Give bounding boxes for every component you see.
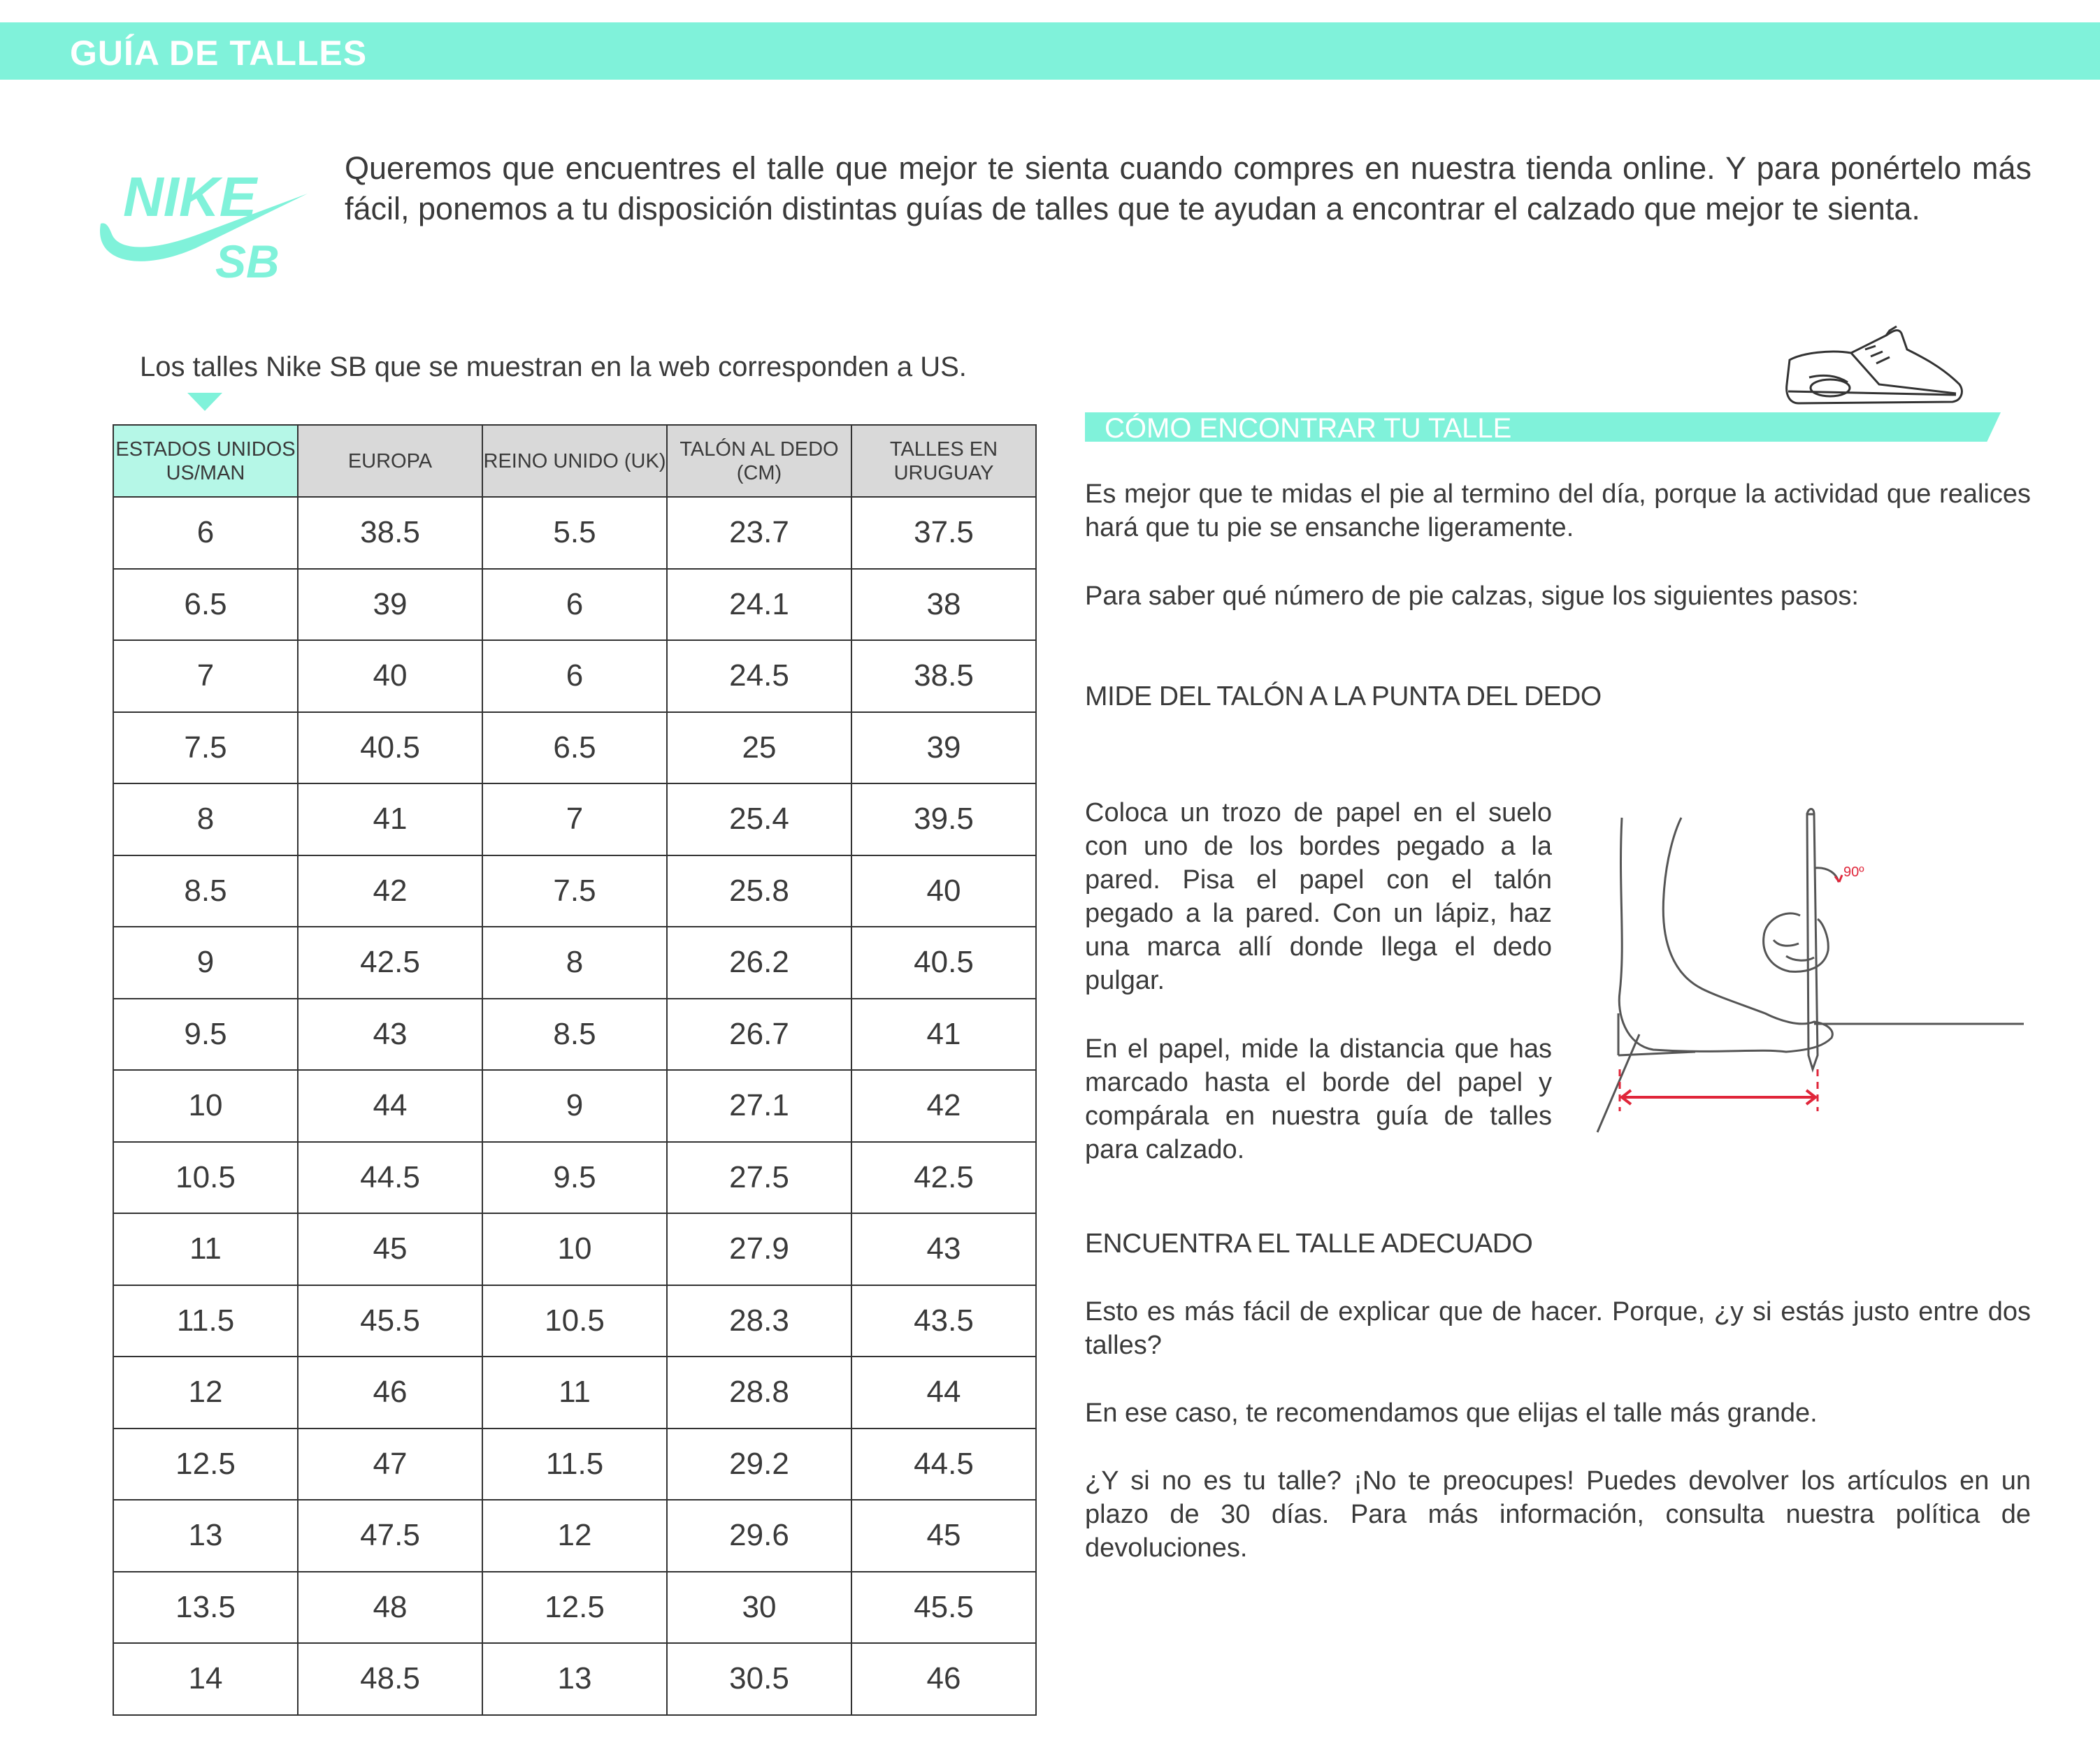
table-row	[113, 1213, 1036, 1285]
table-cell: 13	[113, 1500, 298, 1572]
table-cell: 38.5	[851, 640, 1036, 712]
table-cell: 12	[113, 1357, 298, 1429]
page-title: GUÍA DE TALLES	[70, 34, 368, 73]
table-cell: 42	[851, 1070, 1036, 1142]
svg-text:SB: SB	[215, 236, 280, 283]
table-row	[113, 1572, 1036, 1644]
table-cell: 44	[851, 1357, 1036, 1429]
table-cell: 13.5	[113, 1572, 298, 1644]
svg-text:NIKE: NIKE	[123, 166, 257, 228]
table-row	[113, 855, 1036, 927]
table-cell: 23.7	[667, 497, 851, 569]
table-cell: 43	[851, 1213, 1036, 1285]
table-cell: 39.5	[851, 783, 1036, 855]
table-cell: 45	[298, 1213, 482, 1285]
table-cell: 37.5	[851, 497, 1036, 569]
section-title: CÓMO ENCONTRAR TU TALLE	[1105, 413, 1512, 444]
table-cell: 40	[851, 855, 1036, 927]
table-cell: 10.5	[482, 1285, 667, 1357]
table-cell: 26.7	[667, 999, 851, 1071]
table-cell: 12.5	[113, 1429, 298, 1500]
table-row	[113, 1429, 1036, 1500]
table-cell: 48.5	[298, 1643, 482, 1715]
table-cell: 43	[298, 999, 482, 1071]
table-cell: 9.5	[113, 999, 298, 1071]
table-cell: 12.5	[482, 1572, 667, 1644]
table-cell: 41	[851, 999, 1036, 1071]
table-row	[113, 640, 1036, 712]
col-header-eu: EUROPA	[298, 425, 482, 497]
table-row	[113, 497, 1036, 569]
size-table	[113, 424, 1037, 1716]
table-cell: 45.5	[298, 1285, 482, 1357]
table-cell: 39	[851, 712, 1036, 784]
table-row	[113, 712, 1036, 784]
col-header-cm: TALÓN AL DEDO (CM)	[667, 425, 851, 497]
col-header-us: ESTADOS UNIDOS US/MAN	[113, 425, 298, 497]
table-row	[113, 999, 1036, 1071]
table-cell: 44	[298, 1070, 482, 1142]
table-cell: 40	[298, 640, 482, 712]
sneaker-illustration	[1781, 318, 1970, 412]
table-cell: 12	[482, 1500, 667, 1572]
guide-paragraph-3: Coloca un trozo de papel en el suelo con uno de los bordes pegado a la pared. Pisa el papel con el talón pegado a la pared. Con un lápiz, haz una marca allí donde llega el dedo pulgar.	[1085, 798, 1552, 995]
table-cell: 8	[113, 783, 298, 855]
table-cell: 24.1	[667, 569, 851, 641]
table-cell: 41	[298, 783, 482, 855]
table-cell: 11	[113, 1213, 298, 1285]
table-row	[113, 927, 1036, 999]
table-cell: 47	[298, 1429, 482, 1500]
table-cell: 7.5	[482, 855, 667, 927]
table-header-row	[113, 425, 1036, 497]
table-cell: 9	[482, 1070, 667, 1142]
table-cell: 30	[667, 1572, 851, 1644]
table-cell: 9.5	[482, 1142, 667, 1214]
table-cell: 11	[482, 1357, 667, 1429]
guide-paragraph-6: En ese caso, te recomendamos que elijas el talle más grande.	[1085, 1398, 1818, 1428]
table-cell: 45.5	[851, 1572, 1036, 1644]
table-cell: 48	[298, 1572, 482, 1644]
table-cell: 8.5	[482, 999, 667, 1071]
table-cell: 9	[113, 927, 298, 999]
table-cell: 27.5	[667, 1142, 851, 1214]
table-cell: 44.5	[851, 1429, 1036, 1500]
table-cell: 45	[851, 1500, 1036, 1572]
step-heading-measure: MIDE DEL TALÓN A LA PUNTA DEL DEDO	[1085, 681, 1602, 711]
table-cell: 40.5	[851, 927, 1036, 999]
guide-paragraph-7: ¿Y si no es tu talle? ¡No te preocupes! Puedes devolver los artículos en un plazo de 30 días. Para más información, consulta nuestra política de devoluciones.	[1085, 1466, 2031, 1563]
table-cell: 28.3	[667, 1285, 851, 1357]
table-cell: 38.5	[298, 497, 482, 569]
table-cell: 10	[482, 1213, 667, 1285]
down-arrow-icon	[187, 393, 222, 411]
guide-paragraph-4: En el papel, mide la distancia que has marcado hasta el borde del papel y compárala en nuestra guía de talles para calzado.	[1085, 1034, 1552, 1164]
col-header-uk: REINO UNIDO (UK)	[482, 425, 667, 497]
table-cell: 7	[113, 640, 298, 712]
table-cell: 47.5	[298, 1500, 482, 1572]
step-heading-find: ENCUENTRA EL TALLE ADECUADO	[1085, 1229, 1533, 1259]
table-row	[113, 1500, 1036, 1572]
table-cell: 6	[113, 497, 298, 569]
col-header-uy: TALLES EN URUGUAY	[851, 425, 1036, 497]
foot-measure-illustration	[1576, 804, 2024, 1146]
table-cell: 6	[482, 640, 667, 712]
table-row	[113, 569, 1036, 641]
table-cell: 25.8	[667, 855, 851, 927]
table-cell: 13	[482, 1643, 667, 1715]
table-cell: 25	[667, 712, 851, 784]
table-cell: 7.5	[113, 712, 298, 784]
table-cell: 8.5	[113, 855, 298, 927]
table-cell: 42.5	[298, 927, 482, 999]
table-row	[113, 1142, 1036, 1214]
table-row	[113, 1070, 1036, 1142]
table-cell: 42.5	[851, 1142, 1036, 1214]
table-cell: 14	[113, 1643, 298, 1715]
table-cell: 11.5	[113, 1285, 298, 1357]
table-cell: 8	[482, 927, 667, 999]
size-note: Los talles Nike SB que se muestran en la web corresponden a US.	[140, 352, 967, 382]
table-cell: 10.5	[113, 1142, 298, 1214]
table-cell: 11.5	[482, 1429, 667, 1500]
intro-paragraph: Queremos que encuentres el talle que mejor te sienta cuando compres en nuestra tienda online. Y para ponértelo más fácil, ponemos a tu disposición distintas guías de talles que te ayudan a encontrar el calzado que mejor te sienta.	[345, 150, 2031, 226]
table-cell: 38	[851, 569, 1036, 641]
table-row	[113, 1285, 1036, 1357]
table-body	[113, 497, 1036, 1715]
table-cell: 25.4	[667, 783, 851, 855]
nike-sb-logo	[98, 157, 311, 283]
table-cell: 42	[298, 855, 482, 927]
guide-paragraph-2: Para saber qué número de pie calzas, sigue los siguientes pasos:	[1085, 581, 1859, 611]
guide-paragraph-1: Es mejor que te midas el pie al termino del día, porque la actividad que realices hará que tu pie se ensanche ligeramente.	[1085, 479, 2031, 542]
table-row	[113, 1357, 1036, 1429]
table-cell: 29.6	[667, 1500, 851, 1572]
table-cell: 43.5	[851, 1285, 1036, 1357]
table-cell: 6.5	[113, 569, 298, 641]
table-cell: 46	[298, 1357, 482, 1429]
table-cell: 30.5	[667, 1643, 851, 1715]
table-cell: 44.5	[298, 1142, 482, 1214]
table-cell: 24.5	[667, 640, 851, 712]
table-cell: 27.9	[667, 1213, 851, 1285]
table-cell: 39	[298, 569, 482, 641]
table-cell: 7	[482, 783, 667, 855]
table-row	[113, 1643, 1036, 1715]
table-row	[113, 783, 1036, 855]
table-cell: 6	[482, 569, 667, 641]
table-cell: 46	[851, 1643, 1036, 1715]
table-cell: 40.5	[298, 712, 482, 784]
guide-paragraph-5: Esto es más fácil de explicar que de hacer. Porque, ¿y si estás justo entre dos talles?	[1085, 1297, 2031, 1360]
table-cell: 26.2	[667, 927, 851, 999]
table-cell: 28.8	[667, 1357, 851, 1429]
angle-label: 90º	[1843, 865, 1864, 880]
table-cell: 6.5	[482, 712, 667, 784]
table-cell: 29.2	[667, 1429, 851, 1500]
table-cell: 27.1	[667, 1070, 851, 1142]
table-cell: 10	[113, 1070, 298, 1142]
table-cell: 5.5	[482, 497, 667, 569]
